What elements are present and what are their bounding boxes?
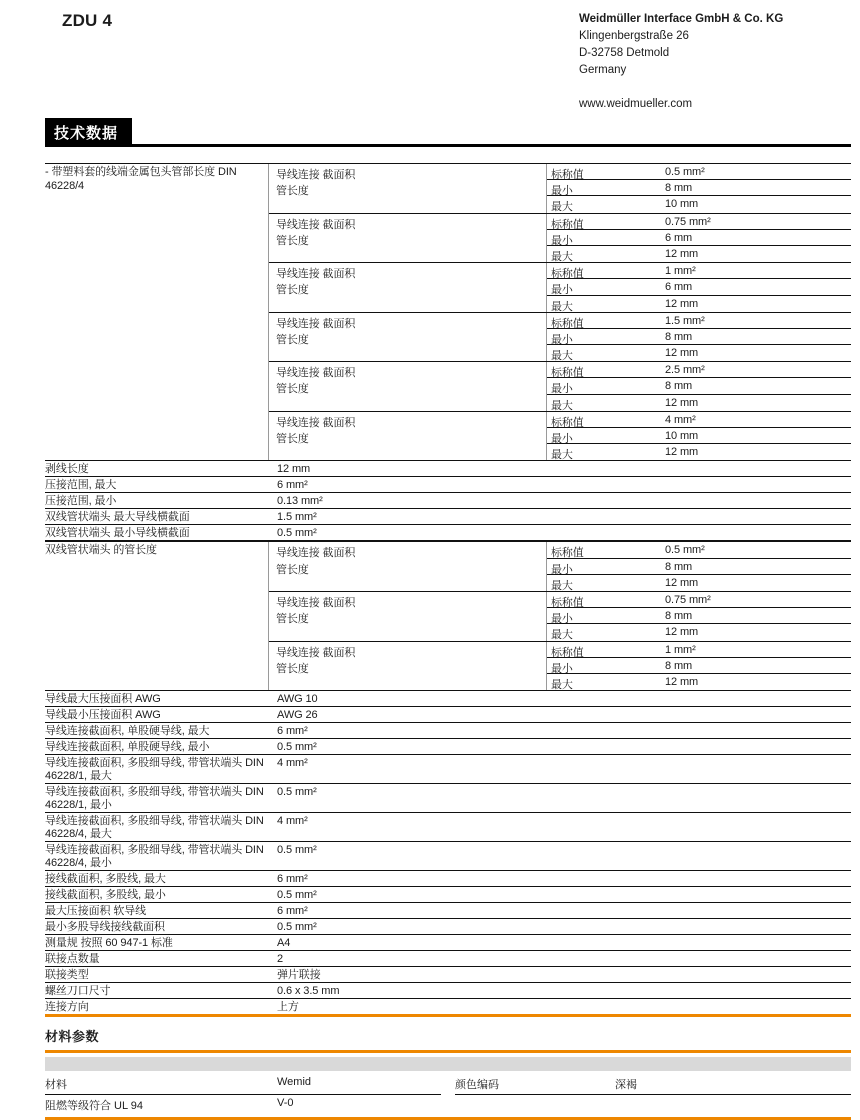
row-label: 压接范围, 最大: [45, 478, 117, 491]
company-name: Weidmüller Interface GmbH & Co. KG: [579, 13, 784, 25]
attr-label: 最小: [551, 234, 573, 247]
spec-row: [45, 951, 851, 967]
row-value: 上方: [277, 1000, 299, 1013]
page-header: [45, 0, 851, 113]
group-mid-cell: [269, 412, 547, 461]
value-row: [547, 196, 851, 212]
attr-value: 12 mm: [665, 675, 699, 688]
row-label: 阻燃等级符合 UL 94: [45, 1100, 144, 1113]
attr-value: 12 mm: [665, 297, 699, 310]
row-value: 6 mm²: [277, 872, 308, 885]
tube-length-label: 管长度: [276, 383, 309, 396]
value-row: [547, 412, 851, 428]
company-block: [579, 11, 851, 113]
row-label: 导线最大压接面积 AWG: [45, 692, 161, 705]
attr-value: 12 mm: [665, 247, 699, 260]
attr-value: 0.75 mm²: [665, 593, 711, 606]
group-mid-cell: [269, 214, 547, 263]
row-value: 4 mm²: [277, 756, 308, 769]
value-row: [547, 428, 851, 444]
spec-row: [45, 784, 851, 813]
attr-label: 标称值: [551, 268, 584, 281]
materials-pair: [455, 1074, 851, 1095]
row-label: 接线截面积, 多股线, 最大: [45, 872, 166, 885]
attr-label: 最小: [551, 185, 573, 198]
attr-value: 0.5 mm²: [665, 166, 705, 178]
materials-row: [45, 1074, 851, 1095]
materials-pair: [45, 1074, 441, 1095]
attr-label: 标称值: [551, 367, 584, 380]
attr-value: 6 mm: [665, 231, 693, 244]
row-value: 0.5 mm²: [277, 785, 317, 798]
section-label: - 带塑料套的线端金属包头管部长度 DIN 46228/4: [45, 166, 237, 192]
value-row: [547, 296, 851, 312]
cross-section-label: 导线连接 截面积: [276, 596, 356, 609]
attr-label: 最小: [551, 333, 573, 346]
spec-group: [269, 642, 851, 691]
value-row: [547, 279, 851, 295]
row-label: 导线连接截面积, 多股细导线, 带管状端头 DIN 46228/1, 最小: [45, 785, 264, 811]
banner-rule: [132, 144, 851, 147]
value-row: [547, 246, 851, 262]
row-value: 0.5 mm²: [277, 888, 317, 901]
group-values: [547, 642, 851, 691]
row-label: 最小多股导线接线截面积: [45, 920, 165, 933]
spec-row: [45, 967, 851, 983]
attr-label: 标称值: [551, 169, 584, 181]
cross-section-label: 导线连接 截面积: [276, 317, 356, 330]
row-value: 1.5 mm²: [277, 510, 317, 523]
company-website: www.weidmueller.com: [579, 98, 693, 110]
group-values: [547, 542, 851, 591]
attr-value: 4 mm²: [665, 413, 696, 426]
spec-row: [45, 903, 851, 919]
attr-label: 标称值: [551, 646, 584, 659]
value-row: [547, 180, 851, 196]
value-row: [547, 674, 851, 690]
attr-value: 12 mm: [665, 446, 699, 459]
value-row: [547, 164, 851, 180]
attr-value: 1.5 mm²: [665, 314, 705, 327]
group-values: [547, 164, 851, 213]
attr-label: 最大: [551, 300, 573, 313]
row-value: 0.5 mm²: [277, 920, 317, 933]
section-label: 双线管状端头 的管长度: [45, 544, 157, 557]
group-mid-cell: [269, 164, 547, 213]
value-row: [547, 575, 851, 591]
attr-value: 10 mm: [665, 430, 699, 442]
attr-label: 最大: [551, 678, 573, 691]
spec-row: [45, 525, 851, 541]
attr-label: 最小: [551, 563, 573, 576]
group-values: [547, 214, 851, 263]
row-value: AWG 10: [277, 692, 318, 705]
row-label: 连接方向: [45, 1000, 89, 1013]
value-row: [547, 329, 851, 345]
spec-row: [45, 755, 851, 784]
row-value: A4: [277, 936, 291, 949]
row-label: 压接范围, 最小: [45, 494, 117, 507]
attr-label: 标称值: [551, 416, 584, 429]
row-value: 0.5 mm²: [277, 843, 317, 856]
spec-group: [269, 263, 851, 313]
value-row: [547, 642, 851, 658]
spec-section: [45, 163, 851, 461]
attr-label: 最大: [551, 350, 573, 363]
attr-label: 最小: [551, 433, 573, 445]
attr-value: 8 mm: [665, 182, 693, 195]
attr-label: 标称值: [551, 596, 584, 609]
row-value: 0.13 mm²: [277, 494, 323, 507]
spec-row: [45, 935, 851, 951]
orange-divider: [45, 1014, 851, 1017]
row-label: 双线管状端头 最大导线横截面: [45, 510, 190, 523]
value-row: [547, 395, 851, 411]
row-label: 联接点数量: [45, 952, 100, 965]
materials-heading: 材料参数: [45, 1029, 100, 1045]
spec-group: [269, 214, 851, 264]
tube-length-label: 管长度: [276, 333, 309, 346]
attr-label: 最小: [551, 284, 573, 297]
value-row: [547, 214, 851, 230]
attr-value: 12 mm: [665, 347, 699, 360]
group-values: [547, 592, 851, 641]
tube-length-label: 管长度: [276, 234, 309, 247]
value-row: [547, 624, 851, 640]
table-header-bar: [45, 1057, 851, 1071]
group-values: [547, 313, 851, 362]
attr-value: 12 mm: [665, 576, 699, 589]
value-row: [547, 608, 851, 624]
spec-row: [45, 739, 851, 755]
spec-row: [45, 493, 851, 509]
materials-row: [45, 1095, 851, 1117]
tube-length-label: 管长度: [276, 613, 309, 626]
tube-length-label: 管长度: [276, 662, 309, 675]
row-value: 6 mm²: [277, 724, 308, 737]
attr-value: 12 mm: [665, 396, 699, 409]
spec-group: [269, 542, 851, 592]
company-address-line: D-32758 Detmold: [579, 47, 670, 59]
row-value: 弹片联接: [277, 968, 321, 981]
group-mid-cell: [269, 592, 547, 641]
cross-section-label: 导线连接 截面积: [276, 367, 356, 380]
row-label: 导线最小压接面积 AWG: [45, 708, 161, 721]
spec-row: [45, 723, 851, 739]
attr-value: 1 mm²: [665, 643, 696, 656]
spec-group: [269, 362, 851, 412]
cross-section-label: 导线连接 截面积: [276, 169, 356, 181]
row-value: Wemid: [277, 1076, 312, 1089]
spec-row: [45, 983, 851, 999]
tube-length-label: 管长度: [276, 433, 309, 445]
attr-label: 最小: [551, 662, 573, 675]
tube-length-label: 管长度: [276, 563, 309, 576]
group-values: [547, 412, 851, 461]
attr-value: 8 mm: [665, 560, 693, 573]
cross-section-label: 导线连接 截面积: [276, 646, 356, 659]
row-label: 导线连接截面积, 多股细导线, 带管状端头 DIN 46228/4, 最小: [45, 843, 264, 869]
value-row: [547, 658, 851, 674]
value-row: [547, 542, 851, 558]
spec-row: [45, 813, 851, 842]
attr-label: 最大: [551, 579, 573, 592]
spec-group: [269, 592, 851, 642]
value-row: [547, 345, 851, 361]
group-mid-cell: [269, 362, 547, 411]
attr-label: 标称值: [551, 317, 584, 330]
row-label: 螺丝刀口尺寸: [45, 984, 111, 997]
spec-group: [269, 313, 851, 363]
group-mid-cell: [269, 642, 547, 691]
spec-row: [45, 461, 851, 477]
company-address-line: Germany: [579, 64, 627, 76]
group-mid-cell: [269, 542, 547, 591]
row-label: 材料: [45, 1079, 67, 1092]
value-row: [547, 313, 851, 329]
spec-row: [45, 691, 851, 707]
spec-section: [45, 541, 851, 691]
row-value: 0.5 mm²: [277, 526, 317, 539]
company-address-line: Klingenbergstraße 26: [579, 30, 689, 42]
tech-data-table: [45, 163, 851, 1014]
attr-value: 8 mm: [665, 330, 693, 343]
attr-label: 标称值: [551, 547, 584, 560]
row-value: 0.5 mm²: [277, 740, 317, 753]
attr-value: 8 mm: [665, 659, 693, 672]
row-value: 6 mm²: [277, 904, 308, 917]
value-row: [547, 559, 851, 575]
row-label: 测量规 按照 60 947-1 标准: [45, 936, 173, 949]
value-row: [547, 378, 851, 394]
row-value: 4 mm²: [277, 814, 308, 827]
attr-value: 8 mm: [665, 610, 693, 623]
row-label: 颜色编码: [455, 1079, 499, 1092]
spec-row: [45, 919, 851, 935]
attr-value: 10 mm: [665, 198, 699, 211]
row-label: 联接类型: [45, 968, 89, 981]
value-row: [547, 444, 851, 460]
section-body: [268, 164, 851, 460]
cross-section-label: 导线连接 截面积: [276, 416, 356, 429]
spec-row: [45, 999, 851, 1014]
group-mid-cell: [269, 263, 547, 312]
attr-value: 0.5 mm²: [665, 544, 705, 557]
datasheet-page: [45, 0, 851, 1120]
value-row: [547, 230, 851, 246]
orange-divider: [45, 1050, 851, 1053]
spec-row: [45, 871, 851, 887]
attr-label: 最大: [551, 629, 573, 642]
attr-label: 最小: [551, 613, 573, 626]
row-label: 接线截面积, 多股线, 最小: [45, 888, 166, 901]
product-title: ZDU 4: [62, 11, 113, 30]
spec-row: [45, 887, 851, 903]
spec-row: [45, 509, 851, 525]
row-label: 导线连接截面积, 单股硬导线, 最大: [45, 724, 210, 737]
value-row: [547, 592, 851, 608]
tube-length-label: 管长度: [276, 185, 309, 198]
group-mid-cell: [269, 313, 547, 362]
row-value: 6 mm²: [277, 478, 308, 491]
cross-section-label: 导线连接 截面积: [276, 547, 356, 560]
attr-label: 最大: [551, 201, 573, 214]
attr-label: 标称值: [551, 218, 584, 231]
row-value: AWG 26: [277, 708, 318, 721]
attr-value: 12 mm: [665, 626, 699, 639]
value-row: [547, 362, 851, 378]
row-label: 剥线长度: [45, 462, 89, 475]
section-body: [268, 542, 851, 690]
row-label: 导线连接截面积, 单股硬导线, 最小: [45, 740, 210, 753]
attr-value: 0.75 mm²: [665, 215, 711, 228]
attr-label: 最大: [551, 449, 573, 462]
spec-group: [269, 412, 851, 461]
group-values: [547, 263, 851, 312]
attr-label: 最小: [551, 383, 573, 396]
row-label: 最大压接面积 软导线: [45, 904, 147, 917]
spec-row: [45, 842, 851, 871]
section-banner-row: [45, 120, 851, 147]
row-label: 导线连接截面积, 多股细导线, 带管状端头 DIN 46228/4, 最大: [45, 814, 264, 840]
row-value: 深褐: [615, 1079, 637, 1092]
attr-value: 6 mm: [665, 281, 693, 294]
row-value: 12 mm: [277, 462, 311, 475]
cross-section-label: 导线连接 截面积: [276, 218, 356, 231]
value-row: [547, 263, 851, 279]
tube-length-label: 管长度: [276, 284, 309, 297]
attr-value: 8 mm: [665, 380, 693, 393]
spec-group: [269, 164, 851, 214]
attr-label: 最大: [551, 399, 573, 412]
attr-value: 1 mm²: [665, 265, 696, 278]
row-value: 2: [277, 952, 284, 965]
row-label: 导线连接截面积, 多股细导线, 带管状端头 DIN 46228/1, 最大: [45, 756, 264, 782]
row-label: 双线管状端头 最小导线横截面: [45, 526, 190, 539]
row-value: V-0: [277, 1097, 294, 1110]
attr-value: 2.5 mm²: [665, 364, 705, 377]
group-values: [547, 362, 851, 411]
spec-row: [45, 707, 851, 723]
attr-label: 最大: [551, 250, 573, 263]
spec-row: [45, 477, 851, 493]
row-value: 0.6 x 3.5 mm: [277, 984, 340, 997]
tech-data-banner: 技术数据: [45, 118, 132, 147]
cross-section-label: 导线连接 截面积: [276, 268, 356, 281]
